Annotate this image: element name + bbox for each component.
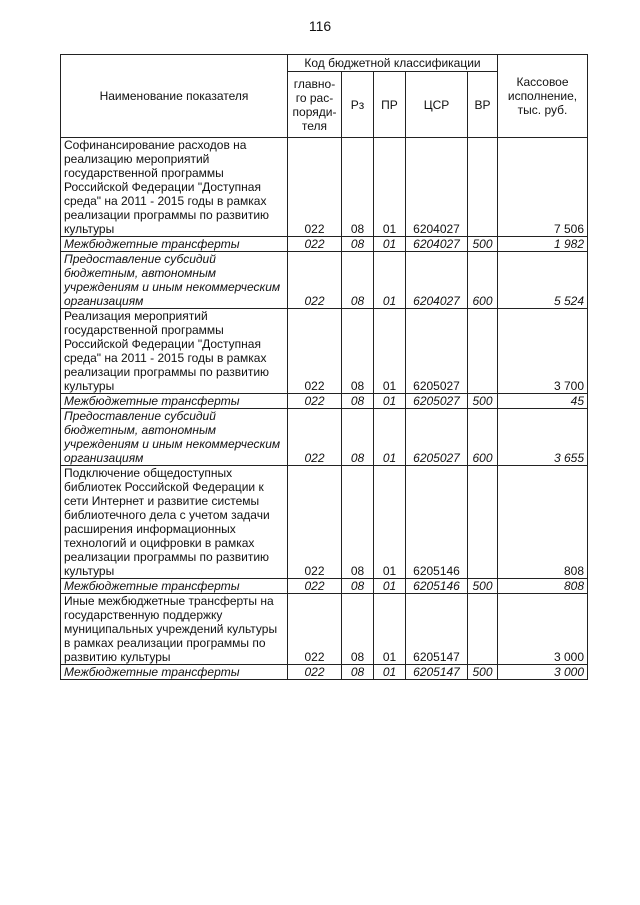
cell-rz: 08 — [342, 466, 374, 579]
cell-amount: 3 700 — [498, 309, 588, 394]
header-csr: ЦСР — [406, 72, 468, 138]
cell-vr: 500 — [468, 237, 498, 252]
cell-csr: 6205146 — [406, 466, 468, 579]
cell-gr: 022 — [288, 237, 342, 252]
table-row — [61, 394, 588, 409]
cell-vr: 500 — [468, 665, 498, 680]
cell-rz: 08 — [342, 237, 374, 252]
page-number: 116 — [308, 18, 332, 34]
cell-csr: 6204027 — [406, 252, 468, 309]
cell-name: Межбюджетные трансферты — [61, 665, 288, 680]
table-row — [61, 594, 588, 665]
cell-vr — [468, 309, 498, 394]
cell-gr: 022 — [288, 579, 342, 594]
cell-pr: 01 — [374, 579, 406, 594]
cell-pr: 01 — [374, 237, 406, 252]
cell-gr: 022 — [288, 466, 342, 579]
cell-rz: 08 — [342, 665, 374, 680]
cell-vr — [468, 466, 498, 579]
table-row — [61, 309, 588, 394]
cell-vr: 600 — [468, 252, 498, 309]
cell-gr: 022 — [288, 394, 342, 409]
table-row — [61, 138, 588, 237]
cell-vr — [468, 138, 498, 237]
cell-amount: 7 506 — [498, 138, 588, 237]
cell-amount: 5 524 — [498, 252, 588, 309]
cell-name: Предоставление субсидий бюджетным, автономным учреждениям и иным некоммерческим организациям — [61, 409, 288, 466]
cell-rz: 08 — [342, 594, 374, 665]
cell-csr: 6205027 — [406, 394, 468, 409]
cell-rz: 08 — [342, 309, 374, 394]
header-code-group: Код бюджетной классификации — [288, 55, 498, 72]
cell-gr: 022 — [288, 594, 342, 665]
cell-rz: 08 — [342, 138, 374, 237]
cell-pr: 01 — [374, 309, 406, 394]
cell-amount: 1 982 — [498, 237, 588, 252]
header-rz: Рз — [342, 72, 374, 138]
cell-pr: 01 — [374, 409, 406, 466]
table-row — [61, 237, 588, 252]
cell-csr: 6204027 — [406, 138, 468, 237]
cell-name: Предоставление субсидий бюджетным, автономным учреждениям и иным некоммерческим организациям — [61, 252, 288, 309]
cell-gr: 022 — [288, 409, 342, 466]
cell-pr: 01 — [374, 394, 406, 409]
cell-pr: 01 — [374, 594, 406, 665]
cell-csr: 6205027 — [406, 309, 468, 394]
budget-table — [60, 54, 588, 680]
cell-csr: 6204027 — [406, 237, 468, 252]
cell-csr: 6205147 — [406, 594, 468, 665]
cell-pr: 01 — [374, 665, 406, 680]
cell-rz: 08 — [342, 394, 374, 409]
header-gr: главно-го рас-поряди-теля — [288, 72, 342, 138]
table-row — [61, 665, 588, 680]
cell-name: Иные межбюджетные трансферты на государственную поддержку муниципальных учреждений культуры в рамках реализации программы по развитию культуры — [61, 594, 288, 665]
cell-gr: 022 — [288, 665, 342, 680]
cell-amount: 45 — [498, 394, 588, 409]
cell-gr: 022 — [288, 309, 342, 394]
cell-amount: 808 — [498, 466, 588, 579]
cell-pr: 01 — [374, 138, 406, 237]
table-row — [61, 579, 588, 594]
table-row — [61, 409, 588, 466]
cell-amount: 3 000 — [498, 594, 588, 665]
cell-amount: 808 — [498, 579, 588, 594]
table-row — [61, 466, 588, 579]
cell-gr: 022 — [288, 138, 342, 237]
cell-rz: 08 — [342, 252, 374, 309]
cell-amount: 3 000 — [498, 665, 588, 680]
table-header — [61, 55, 588, 138]
table-body — [61, 138, 588, 680]
header-amount: Кассовое исполнение, тыс. руб. — [498, 55, 588, 138]
cell-rz: 08 — [342, 579, 374, 594]
cell-gr: 022 — [288, 252, 342, 309]
cell-name: Межбюджетные трансферты — [61, 579, 288, 594]
cell-csr: 6205027 — [406, 409, 468, 466]
cell-vr: 500 — [468, 579, 498, 594]
cell-vr: 600 — [468, 409, 498, 466]
cell-name: Софинансирование расходов на реализацию мероприятий государственной программы Российской Федерации "Доступная среда" на 2011 - 2015 годы в рамках реализации программы по развитию культуры — [61, 138, 288, 237]
header-vr: ВР — [468, 72, 498, 138]
cell-vr — [468, 594, 498, 665]
cell-csr: 6205147 — [406, 665, 468, 680]
cell-pr: 01 — [374, 252, 406, 309]
cell-csr: 6205146 — [406, 579, 468, 594]
header-pr: ПР — [374, 72, 406, 138]
cell-name: Межбюджетные трансферты — [61, 237, 288, 252]
cell-name: Подключение общедоступных библиотек Российской Федерации к сети Интернет и развитие системы библиотечного дела с учетом задачи расширения информационных технологий и оцифровки в рамках реализации программы по развитию культуры — [61, 466, 288, 579]
cell-pr: 01 — [374, 466, 406, 579]
cell-amount: 3 655 — [498, 409, 588, 466]
table-row — [61, 252, 588, 309]
cell-vr: 500 — [468, 394, 498, 409]
cell-name: Межбюджетные трансферты — [61, 394, 288, 409]
cell-rz: 08 — [342, 409, 374, 466]
header-name: Наименование показателя — [61, 55, 288, 138]
cell-name: Реализация мероприятий государственной программы Российской Федерации "Доступная среда" на 2011 - 2015 годы в рамках реализации программы по развитию культуры — [61, 309, 288, 394]
